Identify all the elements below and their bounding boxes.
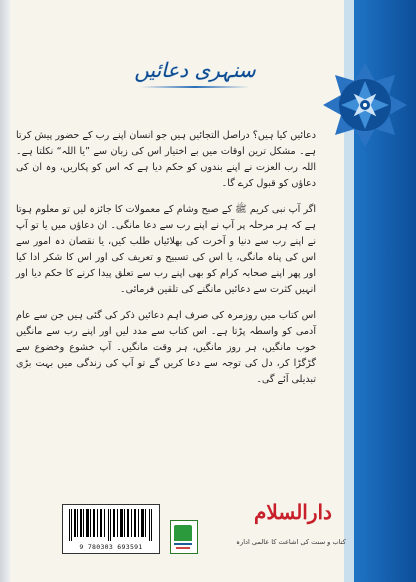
book-title: سنہری دعائیں xyxy=(134,58,256,82)
publisher-logo: دارالسلام xyxy=(254,500,332,524)
barcode-bars-icon xyxy=(69,509,153,541)
publisher-tagline: کتاب و سنت کی اشاعت کا عالمی ادارہ xyxy=(236,538,346,546)
paragraph-2: اگر آپ نبی کریم ﷺ کے صبح وشام کے معمولات کا جائزہ لیں تو معلوم ہوتا ہے کہ ہر مرحلہ پر آپ نے اپنے رب سے دعا مانگی۔ ان دعاؤں میں یا تو آپ نے اپنے رب سے دنیا و آخرت کی بھلائیاں طلب کیں، یا نقصان دہ امور سے اس کی پناہ مانگی، یا اس کی تسبیح و تعریف کی اور اس کا شکر ادا کیا اور پھر اپنے صحابہ کرام کو بھی اپنے رب سے تعلق پیدا کرنے کا حکم دیا اور انہیں کثرت سے دعائیں مانگنے کی تلقین فرمائی۔ xyxy=(16,204,316,295)
isbn-barcode xyxy=(62,504,160,554)
paragraph-1: دعائیں کیا ہیں؟ دراصل التجائیں ہیں جو انسان اپنے رب کے حضور پیش کرتا ہے۔ مشکل ترین اوقات میں بے اختیار اس کی زبان سے ”یا اللہ“ نکلتا ہے۔ اللہ رب العزت نے اپنے بندوں کو حکم دیا ہے کہ اس کو پکاریں، وہ ان کی دعاؤں کو قبول کرے گا۔ xyxy=(16,130,316,189)
page-edge-stripe xyxy=(0,0,10,582)
description-text xyxy=(16,128,316,398)
barcode-number: 9 780303 693591 xyxy=(79,543,143,551)
title-flourish xyxy=(140,86,250,88)
paragraph-3: اس کتاب میں روزمرہ کی صرف اہم دعائیں ذکر کی گئی ہیں جن سے عام آدمی کو واسطہ پڑتا ہے۔ اس کتاب سے مدد لیں اور اپنے رب سے مانگیں خوب مانگیں، ہر روز مانگیں، ہر وقت مانگیں۔ آپ خشوع وخضوع سے گڑگڑا کر، دل کی توجہ سے دعا کریں گے تو آپ کی زندگی میں بہت بڑی تبدیلی آئے گی۔ xyxy=(16,310,316,385)
publisher-badge-icon xyxy=(170,520,198,554)
medallion-ornament-icon xyxy=(322,62,408,148)
